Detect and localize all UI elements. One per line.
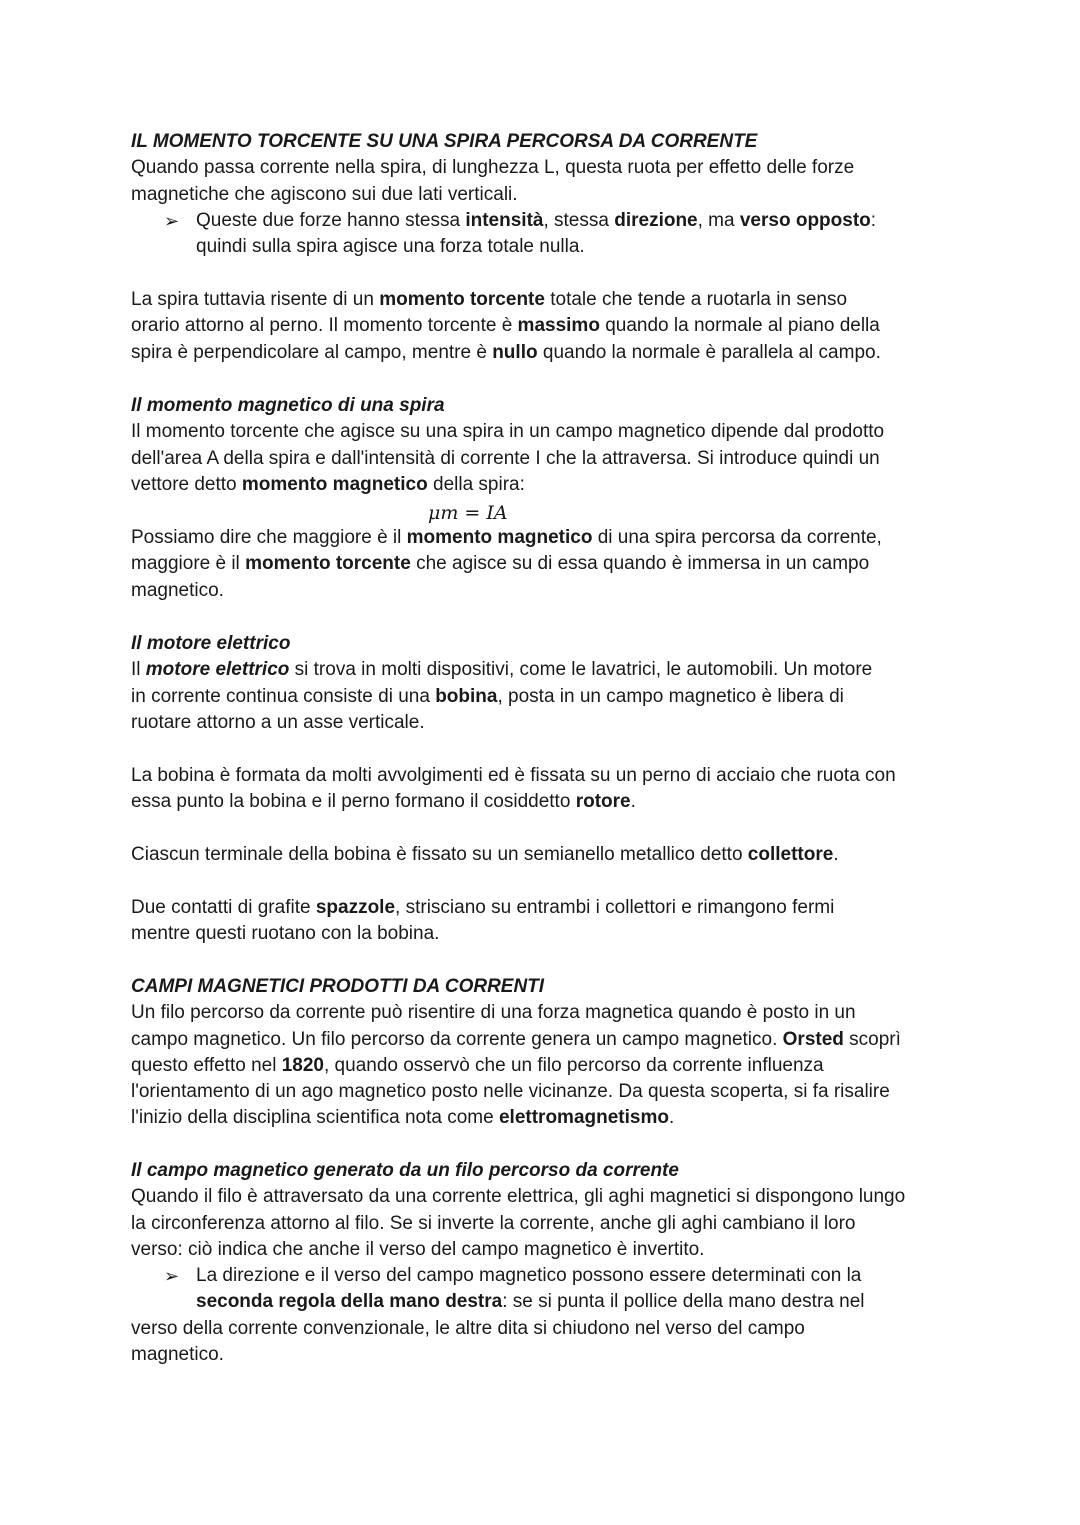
section-campo-filo <box>131 1158 961 1368</box>
bullet-item-continuation: seconda regola della mano destra: se si punta il pollice della mano destra nel <box>196 1291 865 1313</box>
paragraph-line: campo magnetico. Un filo percorso da corrente genera un campo magnetico. Orsted scoprì <box>131 1028 901 1050</box>
paragraph-line: Il momento torcente che agisce su una spira in un campo magnetico dipende dal prodotto <box>131 421 885 443</box>
paragraph-line: l'orientamento di un ago magnetico posto nelle vicinanze. Da questa scoperta, si fa risalire <box>131 1081 890 1103</box>
bullet-item-continuation: quindi sulla spira agisce una forza totale nulla. <box>196 236 585 258</box>
paragraph-spazzole <box>131 895 961 948</box>
paragraph-line: la circonferenza attorno al filo. Se si inverte la corrente, anche gli aghi cambiano il loro <box>131 1212 856 1234</box>
paragraph-line: questo effetto nel 1820, quando osservò che un filo percorso da corrente influenza <box>131 1054 824 1076</box>
paragraph-line: Il motore elettrico si trova in molti dispositivi, come le lavatrici, le automobili. Un motore <box>131 659 873 681</box>
paragraph-bobina <box>131 763 961 816</box>
bullet-item: ➢ La direzione e il verso del campo magnetico possono essere determinati con la <box>131 1263 961 1289</box>
paragraph-line: maggiore è il momento torcente che agisce su di essa quando è immersa in un campo <box>131 553 870 575</box>
paragraph-line: in corrente continua consiste di una bobina, posta in un campo magnetico è libera di <box>131 685 844 707</box>
section-title: Il campo magnetico generato da un filo percorso da corrente <box>131 1160 679 1181</box>
paragraph-line: vettore detto momento magnetico della spira: <box>131 473 525 495</box>
paragraph-line: Ciascun terminale della bobina è fissato su un semianello metallico detto collettore. <box>131 844 839 865</box>
paragraph-line: dell'area A della spira e dall'intensità di corrente I che la attraversa. Si introduce quindi un <box>131 447 880 469</box>
paragraph-line: Un filo percorso da corrente può risentire di una forza magnetica quando è posto in un <box>131 1002 856 1024</box>
arrow-bullet-icon: ➢ <box>164 210 180 231</box>
arrow-bullet-icon: ➢ <box>164 1266 180 1287</box>
section-momento-torcente <box>131 129 961 260</box>
formula-momento-magnetico: μm = IA <box>428 502 508 524</box>
section-motore-elettrico <box>131 631 961 736</box>
section-campi-magnetici <box>131 974 961 1132</box>
paragraph-line: Due contatti di grafite spazzole, strisciano su entrambi i collettori e rimangono fermi <box>131 897 835 918</box>
paragraph-line: ruotare attorno a un asse verticale. <box>131 711 425 733</box>
section-title: Il motore elettrico <box>131 633 291 654</box>
paragraph-line: essa punto la bobina e il perno formano il cosiddetto rotore. <box>131 791 636 813</box>
paragraph-line: magnetico. <box>131 579 224 601</box>
paragraph-line: La spira tuttavia risente di un momento torcente totale che tende a ruotarla in senso <box>131 289 848 310</box>
paragraph-maggiore <box>131 525 961 604</box>
paragraph-line: Quando il filo è attraversato da una corrente elettrica, gli aghi magnetici si dispongono lungo <box>131 1186 906 1208</box>
paragraph-line: La bobina è formata da molti avvolgimenti ed è fissata su un perno di acciaio che ruota con <box>131 765 896 786</box>
paragraph-line: mentre questi ruotano con la bobina. <box>131 923 440 945</box>
paragraph-line: orario attorno al perno. Il momento torcente è massimo quando la normale al piano della <box>131 315 880 337</box>
paragraph-line: l'inizio della disciplina scientifica nota come elettromagnetismo. <box>131 1107 675 1129</box>
paragraph-line: magnetiche che agiscono sui due lati verticali. <box>131 183 518 205</box>
section-title: IL MOMENTO TORCENTE SU UNA SPIRA PERCORSA DA CORRENTE <box>131 131 758 152</box>
paragraph-line: magnetico. <box>131 1344 224 1366</box>
section-title: Il momento magnetico di una spira <box>131 395 445 416</box>
paragraph-line: verso della corrente convenzionale, le altre dita si chiudono nel verso del campo <box>131 1317 805 1339</box>
bullet-item: ➢ Queste due forze hanno stessa intensità, stessa direzione, ma verso opposto: <box>131 208 961 234</box>
paragraph-line: spira è perpendicolare al campo, mentre è nullo quando la normale è parallela al campo. <box>131 341 881 363</box>
paragraph-line: Quando passa corrente nella spira, di lunghezza L, questa ruota per effetto delle forze <box>131 157 855 179</box>
paragraph-line: verso: ciò indica che anche il verso del campo magnetico è invertito. <box>131 1238 705 1260</box>
paragraph-line: Possiamo dire che maggiore è il momento magnetico di una spira percorsa da corrente, <box>131 527 882 548</box>
section-title: CAMPI MAGNETICI PRODOTTI DA CORRENTI <box>131 976 545 997</box>
paragraph-momento <box>131 287 961 366</box>
paragraph-collettore <box>131 842 961 868</box>
section-momento-magnetico <box>131 393 961 498</box>
